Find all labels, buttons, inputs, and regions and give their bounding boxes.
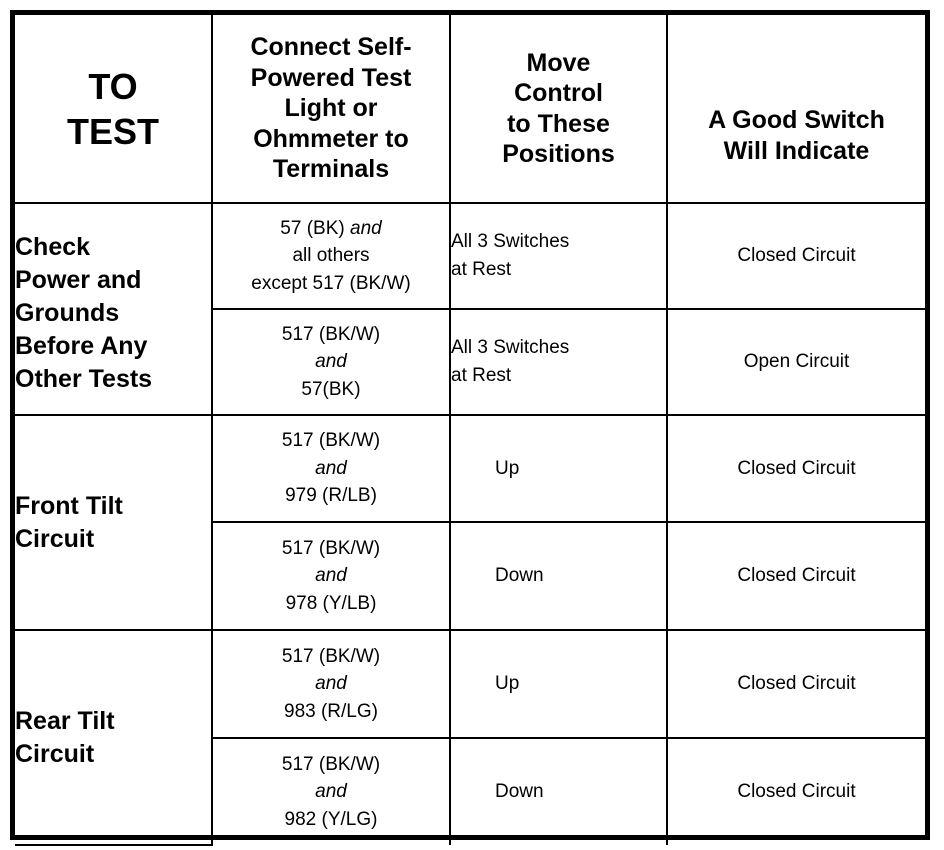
terminals-cell: 517 (BK/W) and 57(BK) (212, 309, 450, 415)
test-procedure-table (15, 15, 925, 846)
switch-test-table (10, 10, 930, 840)
category-check-power: Check Power and Grounds Before Any Other Tests (15, 203, 212, 415)
result-cell: Closed Circuit (667, 630, 925, 738)
position-cell: All 3 Switches at Rest (450, 203, 667, 309)
result-cell: Closed Circuit (667, 738, 925, 845)
header-row (15, 15, 925, 203)
terminals-cell: 517 (BK/W) and 979 (R/LB) (212, 415, 450, 522)
result-cell: Open Circuit (667, 309, 925, 415)
table-row (15, 415, 925, 522)
header-to-test: TO TEST (15, 15, 212, 203)
category-front-tilt: Front Tilt Circuit (15, 415, 212, 630)
header-positions: Move Control to These Positions (450, 15, 667, 203)
result-cell: Closed Circuit (667, 203, 925, 309)
table-row (15, 630, 925, 738)
result-cell: Closed Circuit (667, 522, 925, 630)
terminals-cell: 517 (BK/W) and 983 (R/LG) (212, 630, 450, 738)
position-cell: Down (450, 522, 667, 630)
position-cell: Up (450, 415, 667, 522)
position-cell: Up (450, 630, 667, 738)
header-indicate: A Good Switch Will Indicate (667, 15, 925, 203)
header-terminals: Connect Self- Powered Test Light or Ohmmeter to Terminals (212, 15, 450, 203)
position-cell: Down (450, 738, 667, 845)
result-cell: Closed Circuit (667, 415, 925, 522)
table-row (15, 203, 925, 309)
terminals-cell: 57 (BK) and all others except 517 (BK/W) (212, 203, 450, 309)
terminals-cell: 517 (BK/W) and 982 (Y/LG) (212, 738, 450, 845)
category-rear-tilt: Rear Tilt Circuit (15, 630, 212, 845)
terminals-cell: 517 (BK/W) and 978 (Y/LB) (212, 522, 450, 630)
position-cell: All 3 Switches at Rest (450, 309, 667, 415)
